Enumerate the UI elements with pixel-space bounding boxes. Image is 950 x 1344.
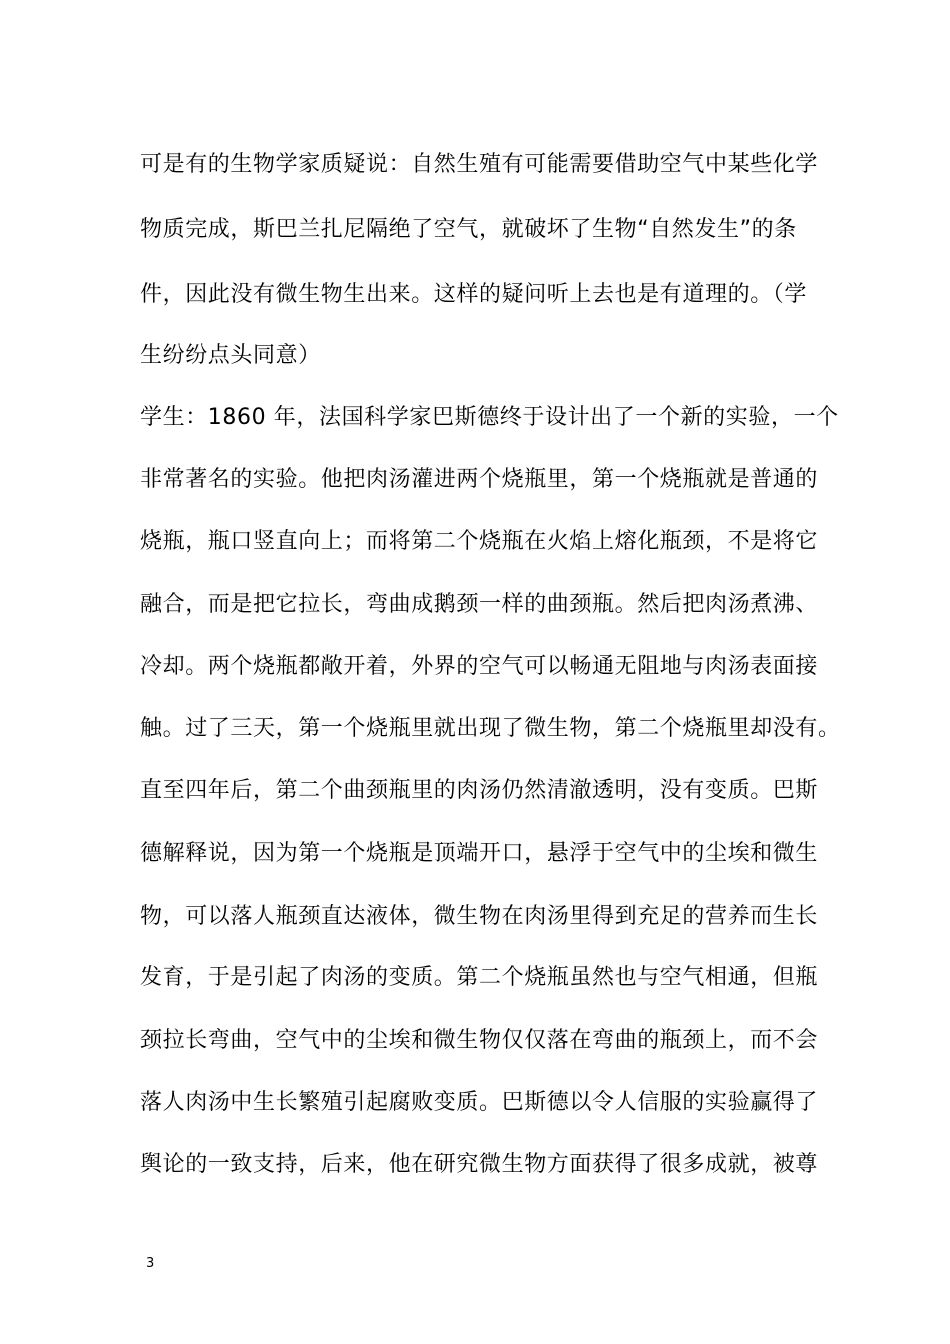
text-line: 件，因此没有微生物生出来。这样的疑问听上去也是有道理的。（学 — [140, 282, 808, 307]
text-line: 德解释说，因为第一个烧瓶是顶端开口，悬浮于空气中的尘埃和微生 — [140, 841, 819, 866]
text-line: 落人肉汤中生长繁殖引起腐败变质。巴斯德以令人信服的实验赢得了 — [140, 1090, 819, 1115]
text-line: 直至四年后，第二个曲颈瓶里的肉汤仍然清澈透明，没有变质。巴斯 — [140, 778, 819, 803]
text-line: 舆论的一致支持，后来，他在研究微生物方面获得了很多成就，被尊 — [140, 1152, 819, 1177]
text-line: 物，可以落人瓶颈直达液体，微生物在肉汤里得到充足的营养而生长 — [140, 904, 819, 929]
text-line: 可是有的生物学家质疑说：自然生殖有可能需要借助空气中某些化学 — [140, 152, 819, 177]
text-line: 发育，于是引起了肉汤的变质。第二个烧瓶虽然也与空气相通，但瓶 — [140, 965, 819, 990]
text-line: 学生：1860 年，法国科学家巴斯德终于设计出了一个新的实验，一个 — [140, 405, 839, 430]
text-line: 烧瓶，瓶口竖直向上；而将第二个烧瓶在火焰上熔化瓶颈，不是将它 — [140, 529, 819, 554]
text-line: 生纷纷点头同意） — [140, 343, 321, 368]
text-line: 冷却。两个烧瓶都敞开着，外界的空气可以畅通无阻地与肉汤表面接 — [140, 654, 819, 679]
text-line: 颈拉长弯曲，空气中的尘埃和微生物仅仅落在弯曲的瓶颈上，而不会 — [140, 1028, 819, 1053]
text-line: 触。过了三天，第一个烧瓶里就出现了微生物，第二个烧瓶里却没有。 — [140, 716, 841, 741]
page-number: 3 — [146, 1256, 155, 1271]
text-line: 非常著名的实验。他把肉汤灌进两个烧瓶里，第一个烧瓶就是普通的 — [140, 467, 819, 492]
text-line: 物质完成，斯巴兰扎尼隔绝了空气，就破坏了生物“自然发生”的条 — [140, 217, 797, 242]
text-line: 融合，而是把它拉长，弯曲成鹅颈一样的曲颈瓶。然后把肉汤煮沸、 — [140, 592, 819, 617]
